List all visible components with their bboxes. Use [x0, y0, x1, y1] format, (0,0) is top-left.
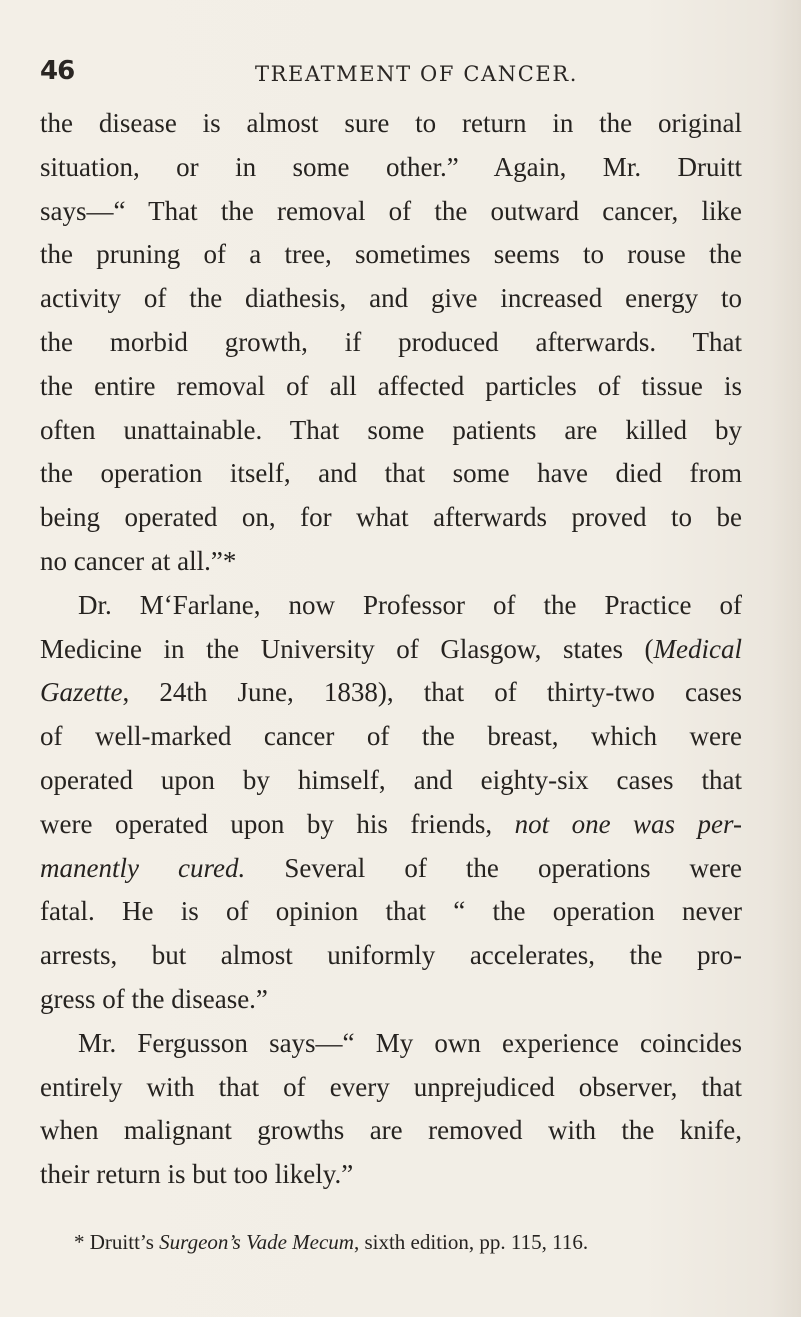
text-line [40, 803, 742, 847]
text-line: the disease is almost sure to return in the original [40, 108, 742, 138]
text-line: entirely with that of every unprejudiced observer, that [40, 1071, 742, 1102]
text-line: says—“ That the removal of the outward cancer, like [40, 195, 742, 226]
text-line: the operation itself, and that some have died from [40, 458, 742, 489]
text-line: when malignant growths are removed with the knife, [40, 1115, 742, 1146]
text-line: often unattainable. That some patients are killed by [40, 414, 742, 445]
body-text [40, 102, 742, 1197]
text-line: activity of the diathesis, and give increased energy to [40, 283, 742, 314]
footnote-suffix: , sixth edition, pp. 115, 116. [353, 1230, 589, 1254]
text-run: Medicine in the University of Glasgow, states ( [40, 633, 654, 664]
text-line: the entire removal of all affected particles of tissue is [40, 370, 742, 401]
text-run: Several of the operations were [245, 852, 742, 883]
text-line [40, 628, 742, 672]
emphasis-text: not one was per- [514, 808, 742, 839]
text-line: no cancer at all.”* [40, 545, 237, 576]
text-run: were operated upon by his friends, [40, 808, 515, 839]
paragraph-1 [40, 102, 742, 584]
text-run: , 24th June, 1838), that of thirty-two cases [122, 677, 742, 708]
text-line: operated upon by himself, and eighty-six cases that [40, 764, 742, 795]
text-line: the pruning of a tree, sometimes seems to rouse the [40, 239, 742, 270]
text-line: the morbid growth, if produced afterwards. That [40, 326, 742, 357]
footnote [74, 1230, 744, 1255]
text-line: fatal. He is of opinion that “ the operation never [40, 896, 742, 927]
paragraph-2 [40, 584, 742, 1022]
page-header [40, 56, 740, 96]
text-line [40, 671, 742, 715]
text-line: arrests, but almost uniformly accelerates, the pro- [40, 940, 742, 971]
footnote-prefix: * Druitt’s [74, 1230, 160, 1254]
text-line: Mr. Fergusson says—“ My own experience coincides [78, 1027, 742, 1058]
text-line [40, 847, 742, 891]
page-number: 46 [40, 56, 75, 86]
paragraph-3 [40, 1022, 742, 1197]
text-line: gress of the disease.” [40, 983, 268, 1014]
citation-title: Gazette [40, 677, 123, 708]
text-line: Dr. M‘Farlane, now Professor of the Practice of [78, 589, 742, 620]
running-title: TREATMENT OF CANCER. [255, 62, 579, 86]
emphasis-text: manently cured. [40, 852, 246, 883]
citation-title: Medical [653, 633, 742, 664]
text-line: situation, or in some other.” Again, Mr. Druitt [40, 151, 742, 182]
text-line: their return is but too likely.” [40, 1159, 354, 1190]
text-line: of well-marked cancer of the breast, which were [40, 721, 742, 752]
text-line: being operated on, for what afterwards proved to be [40, 502, 742, 533]
footnote-book-title: Surgeon’s Vade Mecum [159, 1230, 354, 1254]
